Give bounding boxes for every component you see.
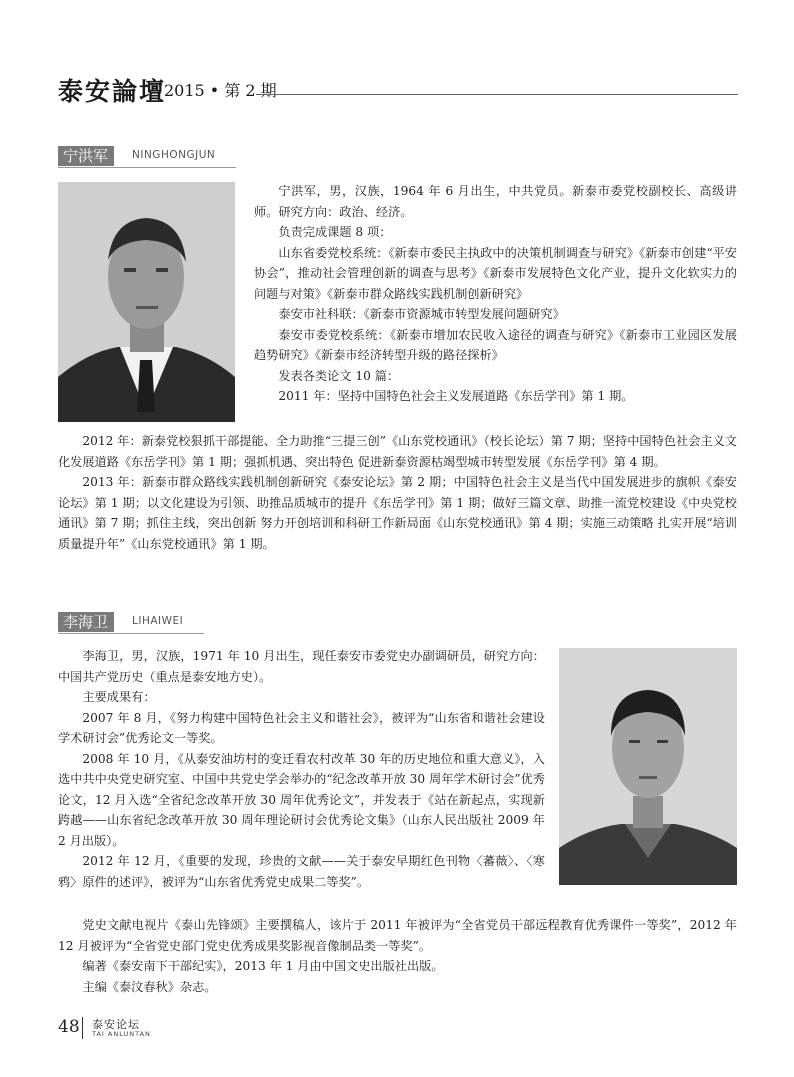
section1-paragraph: 2011 年：坚持中国特色社会主义发展道路《东岳学刊》第 1 期。 bbox=[278, 389, 634, 403]
section1-publications bbox=[58, 431, 737, 554]
section2-underline bbox=[58, 633, 204, 634]
section1-name-cn: 宁洪军 bbox=[58, 146, 114, 166]
section2-name-cn: 李海卫 bbox=[58, 612, 114, 632]
section1-paragraph: 山东省委党校系统：《新泰市委民主执政中的决策机制调查与研究》《新泰市创建“平安协会”，推动社会管理创新的调查与思考》《新泰市发展特色文化产业，提升文化软实力的问题与对策》《新泰市群众路线实践机制创新研究》 bbox=[254, 245, 737, 301]
section2-name-en: LIHAIWEI bbox=[132, 615, 184, 627]
section2-portrait-photo bbox=[559, 648, 737, 885]
section1-name-en: NINGHONGJUN bbox=[132, 149, 216, 161]
section2-bio-column bbox=[58, 646, 545, 892]
footer-journal-en: TAI ANLUNTAN bbox=[92, 1030, 151, 1038]
section2-nametag bbox=[58, 612, 208, 632]
section2-paragraph: 李海卫，男，汉族，1971 年 10 月出生，现任泰安市委党史办副调研员，研究方向：中国共产党历史（重点是泰安地方史）。 bbox=[58, 649, 545, 684]
section2-paragraph: 编著《泰安南下干部纪实》，2013 年 1 月由中国文史出版社出版。 bbox=[82, 959, 444, 973]
header-rule bbox=[256, 94, 738, 95]
section1-paragraph: 泰安市社科联：《新泰市资源城市转型发展问题研究》 bbox=[278, 307, 565, 321]
section1-paragraph: 负责完成课题 8 项： bbox=[278, 225, 392, 239]
section2-paragraph: 主要成果有： bbox=[82, 690, 156, 704]
section2-paragraph: 党史文献电视片《泰山先锋颂》主要撰稿人，该片于 2011 年被评为“全省党员干部远程教育优秀课件一等奖”，2012 年 12 月被评为“全省党史部门党史优秀成果奖影视音像制品类一等奖”。 bbox=[58, 918, 737, 953]
section2-extra bbox=[58, 915, 737, 997]
section1-portrait-photo bbox=[58, 182, 235, 422]
section2-paragraph: 2007 年 8 月，《努力构建中国特色社会主义和谐社会》，被评为“山东省和谐社会建设学术研讨会”优秀论文一等奖。 bbox=[58, 710, 545, 745]
section2-paragraph: 2012 年 12 月，《重要的发现，珍贵的文献——关于泰安早期红色刊物〈蕃薇〉、〈寒鸦〉原件的述评》，被评为“山东省优秀党史成果二等奖”。 bbox=[58, 854, 545, 889]
section1-paragraph: 2012 年：新泰党校狠抓干部提能、全力助推“三提三创”《山东党校通讯》（校长论坛）第 7 期；坚持中国特色社会主义文化发展道路《东岳学刊》第 1 期；强抓机遇、突出特色 促进新泰资源枯竭型城市转型发展《东岳学刊》第 4 期。 bbox=[58, 434, 737, 469]
journal-title: 泰安論壇 bbox=[58, 77, 167, 106]
section1-paragraph: 发表各类论文 10 篇： bbox=[278, 368, 400, 383]
issue-label: 2015 • 第 2 期 bbox=[164, 81, 277, 100]
section1-nametag bbox=[58, 146, 238, 166]
section2-paragraph: 主编《泰汶春秋》杂志。 bbox=[82, 979, 217, 994]
footer-divider bbox=[82, 1017, 83, 1039]
page-header bbox=[58, 72, 738, 106]
section1-underline bbox=[58, 167, 236, 168]
section2-paragraph: 2008 年 10 月，《从泰安油坊村的变迁看农村改革 30 年的历史地位和重大意义》，入选中共中央党史研究室、中国中共党史学会举办的“纪念改革开放 30 周年学术研讨会”优秀论文，12 月入选“全省纪念改革开放 30 周年优秀论文”，并发表于《站在新起点，实现新跨越——山东省纪念改革开放 30 周年理论研讨会优秀论文集》（山东人民出版社 2009 年 2 月出版）。 bbox=[58, 751, 545, 848]
page-number: 48 bbox=[58, 1017, 80, 1037]
section1-paragraph: 泰安市委党校系统：《新泰市增加农民收入途径的调查与研究》《新泰市工业园区发展趋势研究》《新泰市经济转型升级的路径探析》 bbox=[254, 327, 737, 362]
footer-journal-cn: 泰安论坛 bbox=[92, 1018, 140, 1031]
section1-bio-column bbox=[254, 181, 737, 407]
section1-paragraph: 宁洪军，男，汉族，1964 年 6 月出生，中共党员。新泰市委党校副校长、高级讲师。研究方向：政治、经济。 bbox=[254, 184, 737, 219]
section1-paragraph: 2013 年：新泰市群众路线实践机制创新研究《泰安论坛》第 2 期；中国特色社会主义是当代中国发展进步的旗帜《泰安论坛》第 1 期；以文化建设为引领、助推品质城市的提升《东岳学刊》第 1 期；做好三篇文章、助推一流党校建设《中央党校通讯》第 7 期；抓住主线，突出创新 努力开创培训和科研工作新局面《山东党校通讯》第 4 期；实施三动策略 扎实开展“培训质量提升年”《山东党校通讯》第 1 期。 bbox=[58, 475, 737, 551]
